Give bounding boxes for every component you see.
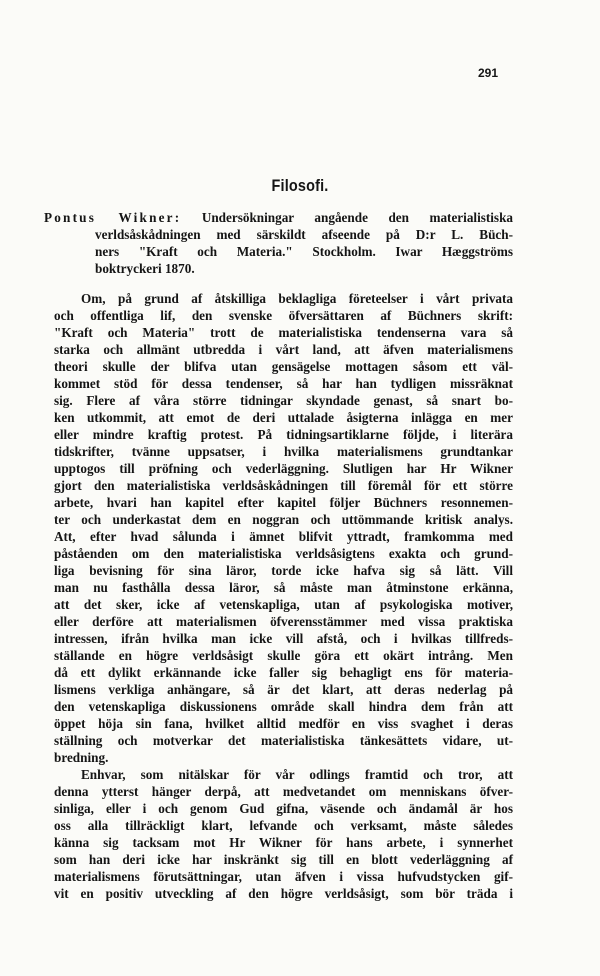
text-line: liga bevisning för sina läror, torde icke hafva sig så lätt. Vill (54, 563, 513, 578)
text-line: materialismens förutsättningar, utan äfven i vissa hufvudstycken gif- (54, 869, 513, 884)
text-line: starka och allmänt utbredda i vårt land, att äfven materialismens (54, 342, 513, 357)
text-line: man nu fasthålla dessa läror, så måste man åtminstone erkänna, (54, 580, 513, 595)
text-line: ter och underkastat dem en noggran och uttömmande kritisk analys. (54, 512, 513, 527)
text-line: ställande en högre verldsåsigt skulle göra ett okärt intrång. Men (54, 648, 513, 663)
text-line: lismens verkliga anhängare, så är det klart, att deras nederlag på (54, 682, 513, 697)
reference-line: ners "Kraft och Materia." Stockholm. Iwar Hæggströms (95, 244, 513, 259)
text-line: sig. Flere af våra större tidningar skyndade genast, så snart bo- (54, 393, 513, 408)
text-line: vit en positiv utveckling af den högre verldsåsigt, som bör träda i (54, 886, 513, 901)
text-line: öppet höja sin fana, hvilket alltid medför en viss svaghet i deras (54, 716, 513, 731)
text-line: arbete, hvari han kapitel efter kapitel följer Büchners resonnemen- (54, 495, 513, 510)
text-line: som han deri icke har inskränkt sig till en blott vederläggning af (54, 852, 513, 867)
text-line: eller mindre kraftig protest. På tidningsartiklarne följde, i literära (54, 427, 513, 442)
reference-line: boktryckeri 1870. (95, 261, 195, 276)
text-line: theori skulle der blifva utan gensägelse mottagen såsom ett väl- (54, 359, 513, 374)
text-line: påståenden om den materialistiska verldsåsigtens exakta och grund- (54, 546, 513, 561)
text-line: denna ytterst hänger derpå, att medvetandet om menniskans öfver- (54, 784, 513, 799)
text-line: "Kraft och Materia" trott de materialistiska tendenserna vara så (54, 325, 513, 340)
text-line: då ett dylikt erkännande icke faller sig behagligt ens för materia- (54, 665, 513, 680)
reference-author: Pontus Wikner: (44, 210, 182, 225)
reference-line (44, 210, 513, 226)
text-line: och offentliga lif, den svenske öfversättaren af Büchners skrift: (54, 308, 513, 323)
text-line: Att, efter hvad sålunda i ämnet blifvit yttradt, framkomma med (54, 529, 513, 544)
page-number: 291 (478, 66, 499, 80)
text-line: Enhvar, som nitälskar för vår odlings framtid och tror, att (81, 767, 513, 782)
text-line: oss alla tillräckligt klart, lefvande och verksamt, måste således (54, 818, 513, 833)
text-line: upptogos till pröfning och vederläggning. Slutligen har Hr Wikner (54, 461, 513, 476)
text-line: sinliga, eller i och genom Gud gifna, väsende och ändamål är hos (54, 801, 513, 816)
text-line: eller derföre att materialismen öfverensstämmer med vissa praktiska (54, 614, 513, 629)
text-line: att det sker, icke af vetenskapliga, utan af psykologiska motiver, (54, 597, 513, 612)
section-heading: Filosofi. (271, 176, 329, 195)
reference-line: verldsåskådningen med särskildt afseende på D:r L. Büch- (95, 227, 513, 242)
text-line: känna sig tacksam mot Hr Wikner för hans arbete, i synnerhet (54, 835, 513, 850)
text-line: bredning. (54, 750, 109, 765)
text-line: ställning och motverkar det materialistiska tänkesättets vidare, ut- (54, 733, 513, 748)
reference-title: Undersökningar angående den materialistiska (181, 210, 513, 225)
text-line: Om, på grund af åtskilliga beklagliga företeelser i vårt privata (81, 291, 513, 306)
text-line: tidskrifter, tvänne uppsatser, i hvilka materialismens grundtankar (54, 444, 513, 459)
text-line: den vetenskapliga diskussionens område skall hindra dem från att (54, 699, 513, 714)
text-line: gjort den materialistiska verldsåskådningen till föremål för ett större (54, 478, 513, 493)
text-line: kommet stöd för dessa tendenser, så har han tydligen missräknat (54, 376, 513, 391)
text-line: ken utkommit, att emot de deri uttalade åsigterna inlägga en mer (54, 410, 513, 425)
text-line: intressen, ifrån hvilka man icke vill afstå, och i hvilkas tillfreds- (54, 631, 513, 646)
